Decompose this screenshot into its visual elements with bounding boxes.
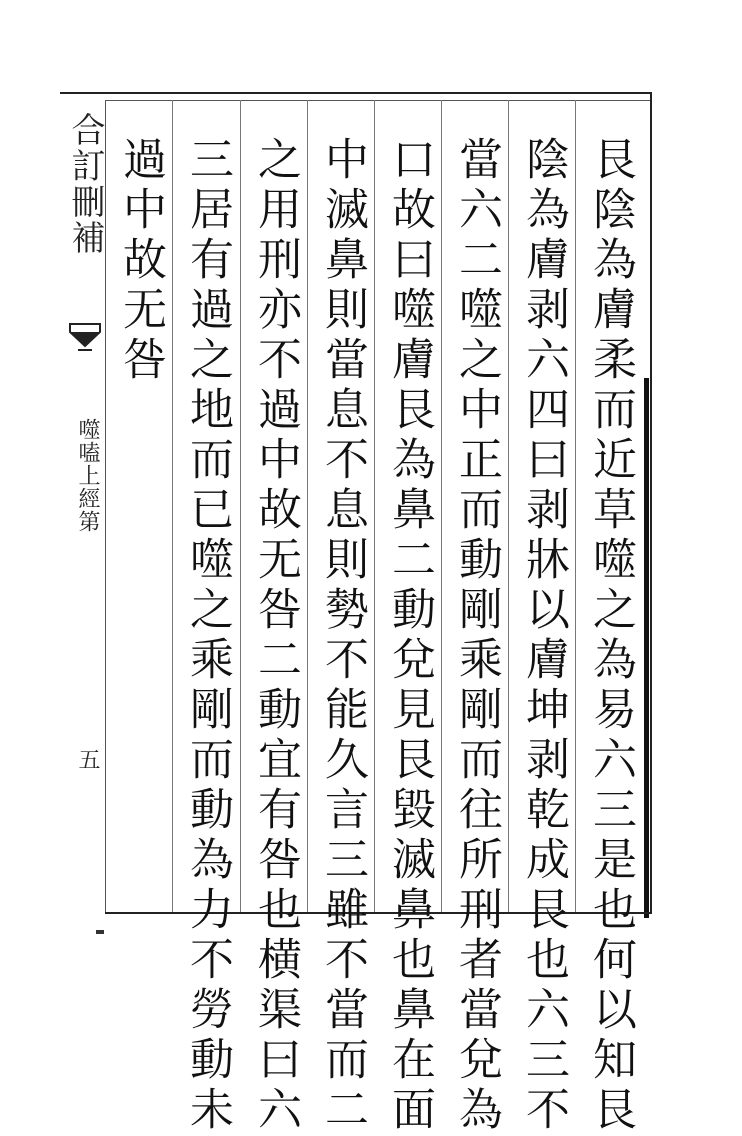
column-divider (575, 100, 576, 912)
text-column-6: 之用刑亦不過中故无咎二動宜有咎也横渠曰六 (250, 136, 301, 1136)
text-column-3: 當六二噬之中正而動剛乘剛而往所刑者當兌為 (451, 136, 502, 1136)
column-divider (374, 100, 375, 912)
text-column-7: 三居有過之地而已噬之乘剛而動為力不勞動未 (182, 136, 233, 1136)
text-column-5: 中滅鼻則當息不息則勢不能久言三雖不當而二 (317, 136, 368, 1136)
column-divider (508, 100, 509, 912)
frame-top-rule (60, 92, 652, 94)
chapter-label: 噬嗑上經第 (75, 418, 100, 533)
frame-inner-top-rule (105, 100, 652, 101)
column-divider (240, 100, 241, 912)
text-column-4: 口故曰噬膚艮為鼻二動兌見艮毀滅鼻也鼻在面 (384, 136, 435, 1136)
column-divider (307, 100, 308, 912)
fish-tail-icon (68, 322, 102, 362)
frame-right-bold-rule (644, 378, 649, 918)
frame-right-rule (650, 92, 652, 912)
text-column-2: 陰為膚剥六四曰剥牀以膚坤剥乾成艮也六三不 (518, 136, 569, 1136)
book-title: 合訂刪補 (65, 112, 105, 256)
bottom-mark (96, 930, 104, 934)
page-number: 五 (75, 748, 100, 770)
column-divider (172, 100, 173, 912)
page-margin (66, 100, 104, 912)
frame-left-rule (105, 100, 106, 912)
column-divider (441, 100, 442, 912)
text-column-1: 艮陰為膚柔而近草噬之為易六三是也何以知艮 (585, 136, 636, 1136)
text-column-8: 過中故无咎 (115, 136, 166, 386)
